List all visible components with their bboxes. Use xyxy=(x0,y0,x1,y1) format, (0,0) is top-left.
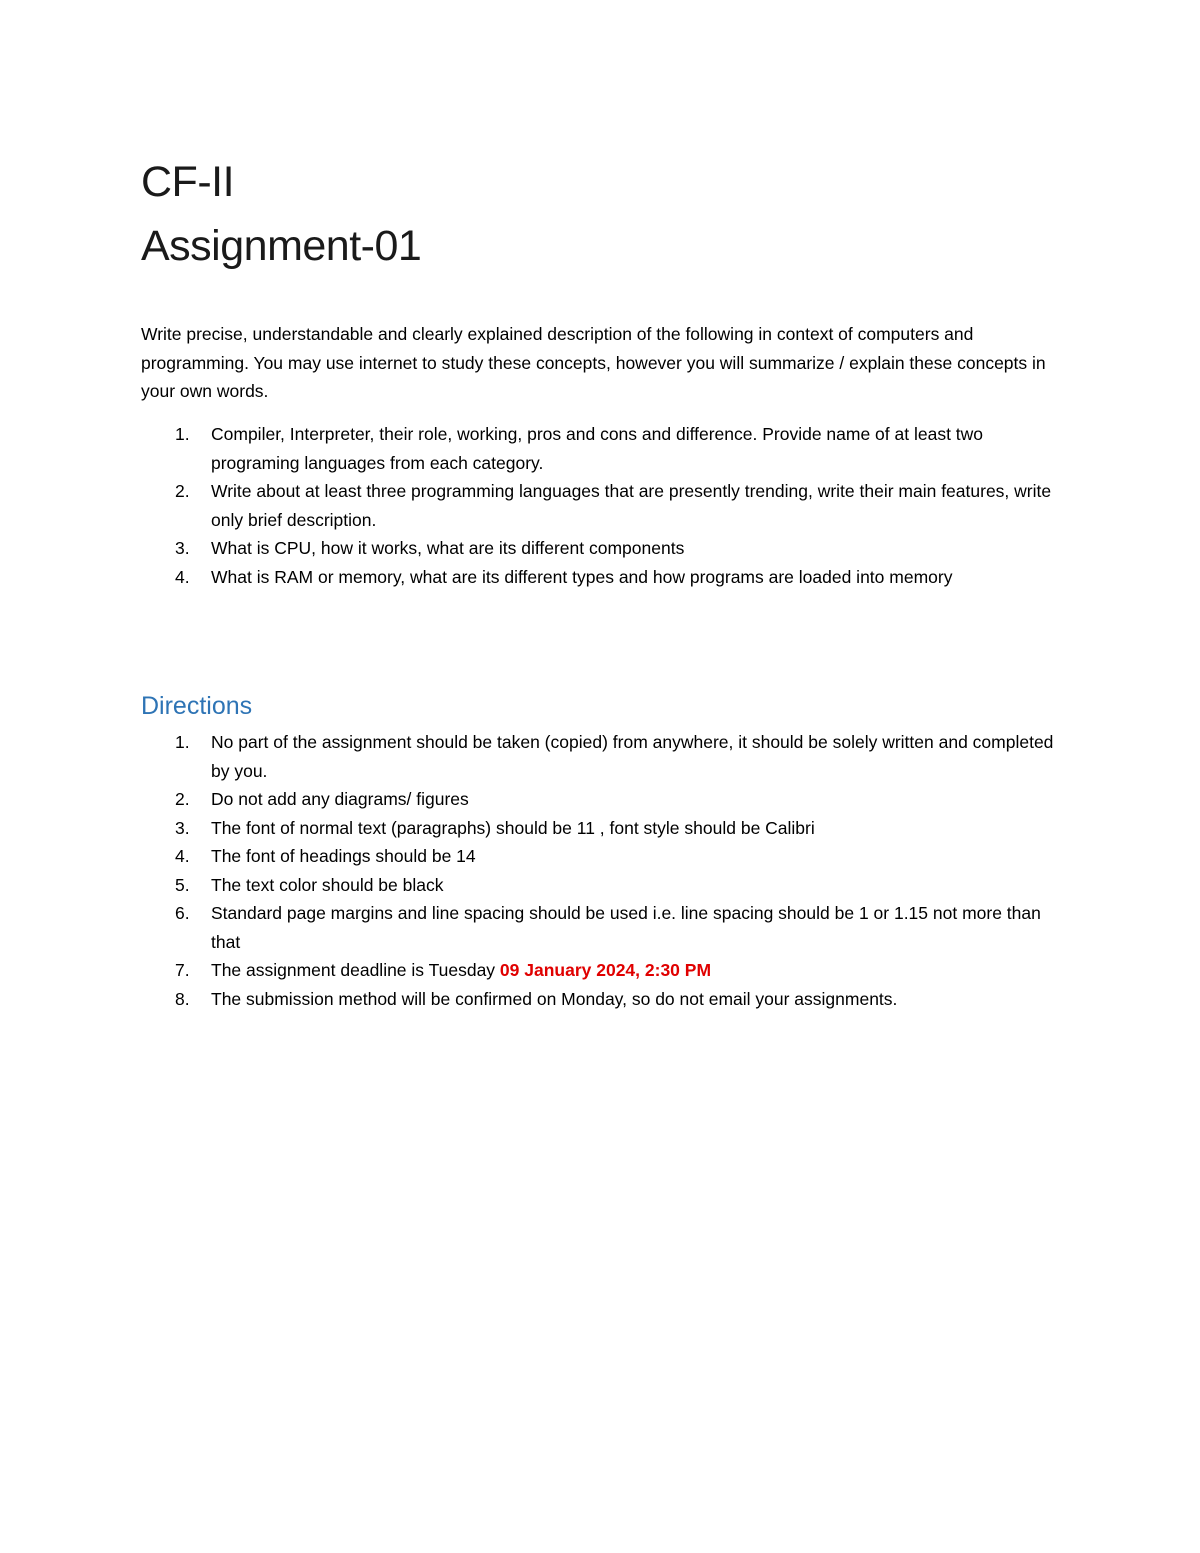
list-number: 7. xyxy=(175,960,190,980)
list-item-text: Do not add any diagrams/ figures xyxy=(211,789,469,809)
list-item xyxy=(141,985,1071,1014)
list-item xyxy=(141,785,1071,814)
list-number: 8. xyxy=(175,988,190,1009)
list-item xyxy=(141,728,1071,785)
list-item xyxy=(141,420,1071,477)
list-item-text: The assignment deadline is Tuesday xyxy=(211,960,500,980)
course-title: CF-II xyxy=(141,158,235,206)
list-item xyxy=(141,477,1071,534)
list-number: 5. xyxy=(175,874,190,895)
list-number: 2. xyxy=(175,789,190,809)
list-item xyxy=(141,563,1071,592)
list-number: 1. xyxy=(175,424,190,444)
list-item xyxy=(141,842,1071,871)
list-number: 4. xyxy=(175,846,190,866)
list-item-text: The text color should be black xyxy=(211,874,444,895)
list-item-text: The font of normal text (paragraphs) should be 11 , font style should be Calibri xyxy=(211,817,815,838)
list-item-text: What is CPU, how it works, what are its different components xyxy=(211,538,685,558)
list-number: 2. xyxy=(175,481,190,501)
intro-paragraph: Write precise, understandable and clearly explained description of the following in context of computers and programming. You may use internet to study these concepts, however you will summarize / explain these concepts in your own words. xyxy=(141,324,1046,401)
list-item xyxy=(141,871,1071,900)
list-number: 6. xyxy=(175,903,190,923)
list-item-text: Compiler, Interpreter, their role, working, pros and cons and difference. Provide name of at least two programing languages from each category. xyxy=(211,424,984,473)
list-item xyxy=(141,814,1071,843)
document-title xyxy=(141,150,1041,278)
directions-heading: Directions xyxy=(141,692,253,720)
topics-list xyxy=(141,420,1071,591)
list-number: 4. xyxy=(175,566,190,587)
list-item-text: No part of the assignment should be taken (copied) from anywhere, it should be solely written and completed by you. xyxy=(211,732,1054,781)
list-number: 3. xyxy=(175,817,190,838)
directions-list xyxy=(141,728,1071,1013)
list-item-text: Standard page margins and line spacing should be used i.e. line spacing should be 1 or 1.15 not more than that xyxy=(211,903,1041,952)
list-item xyxy=(141,534,1071,563)
list-item xyxy=(141,899,1071,956)
list-item-text: Write about at least three programming languages that are presently trending, write their main features, write only brief description. xyxy=(211,481,1052,530)
list-number: 3. xyxy=(175,538,190,558)
deadline-date: 09 January 2024, 2:30 PM xyxy=(499,960,712,980)
assignment-title: Assignment-01 xyxy=(141,222,422,270)
list-item-text: What is RAM or memory, what are its different types and how programs are loaded into memory xyxy=(211,566,953,587)
list-item-text: The font of headings should be 14 xyxy=(211,846,476,866)
list-item xyxy=(141,956,1071,985)
list-item-text: The submission method will be confirmed on Monday, so do not email your assignments. xyxy=(211,988,898,1009)
list-number: 1. xyxy=(175,732,190,752)
